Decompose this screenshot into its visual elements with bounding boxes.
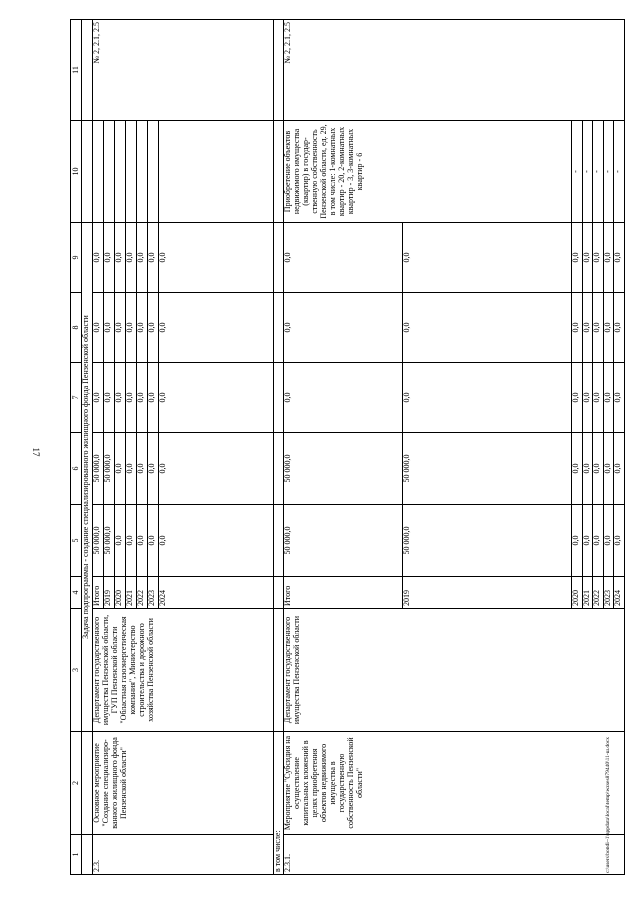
header-cell: 3 (71, 609, 82, 732)
value-cell: 0,0 (614, 223, 625, 293)
value-cell: 50 000,0 (93, 433, 104, 505)
indicator-cell: - (603, 121, 614, 223)
value-cell: 0,0 (582, 293, 593, 363)
including-row (274, 20, 284, 875)
header-cell: 2 (71, 732, 82, 835)
value-cell: 0,0 (614, 433, 625, 505)
value-cell: 0,0 (593, 433, 604, 505)
year-cell: Итого (284, 577, 403, 609)
indicator-cell (147, 121, 158, 223)
item-executor: Департамент государственного имущества Пензенской области (284, 609, 625, 732)
value-cell: 0,0 (136, 433, 147, 505)
item-name: Основное мероприятие "Создание специализиро-ванного жилищного фонда Пензенской области" (93, 732, 274, 835)
indicator-cell (93, 121, 104, 223)
value-cell: 0,0 (103, 293, 114, 363)
year-cell: 2020 (572, 577, 583, 609)
value-cell: 0,0 (93, 223, 104, 293)
value-cell: 0,0 (147, 223, 158, 293)
item-number: 2.3. (93, 835, 274, 875)
value-cell: 0,0 (593, 363, 604, 433)
program-table (70, 19, 625, 875)
year-cell: Итого (93, 577, 104, 609)
value-cell: 0,0 (114, 505, 125, 577)
header-cell: 6 (71, 433, 82, 505)
value-cell: 0,0 (125, 433, 136, 505)
value-cell: 0,0 (136, 293, 147, 363)
value-cell: 0,0 (147, 505, 158, 577)
value-cell: 0,0 (125, 505, 136, 577)
indicator-cell (136, 121, 147, 223)
value-cell: 0,0 (114, 293, 125, 363)
value-cell: 0,0 (614, 293, 625, 363)
value-cell: 50 000,0 (103, 505, 114, 577)
value-cell: 50 000,0 (403, 505, 572, 577)
indicator-cell: - (582, 121, 593, 223)
header-cell: 5 (71, 505, 82, 577)
year-cell: 2024 (614, 577, 625, 609)
header-row (71, 20, 82, 875)
year-cell: 2022 (136, 577, 147, 609)
value-cell: 0,0 (603, 293, 614, 363)
year-cell: 2021 (125, 577, 136, 609)
value-cell: 0,0 (93, 363, 104, 433)
value-cell: 0,0 (593, 505, 604, 577)
header-cell: 8 (71, 293, 82, 363)
item-indicator: Приобретение объектов недвижимого имущества (квартир) в государ-ственную собственность Пензенской области, ед. 29, в том числе: 1-комнатных квартир - 20, 2-комнатных квартир - 3, 3-комнатных квартир - 6 (284, 121, 572, 223)
year-cell: 2023 (603, 577, 614, 609)
value-cell: 0,0 (93, 293, 104, 363)
header-cell: 1 (71, 835, 82, 875)
value-cell: 50 000,0 (103, 433, 114, 505)
value-cell: 0,0 (614, 363, 625, 433)
value-cell: 0,0 (403, 363, 572, 433)
value-cell: 0,0 (147, 363, 158, 433)
indicator-cell: - (593, 121, 604, 223)
value-cell: 0,0 (572, 293, 583, 363)
value-cell: 0,0 (614, 505, 625, 577)
value-cell: 0,0 (603, 433, 614, 505)
value-cell: 0,0 (593, 223, 604, 293)
value-cell: 0,0 (403, 223, 572, 293)
year-cell: 2020 (114, 577, 125, 609)
task-title-row (82, 20, 93, 875)
value-cell: 0,0 (603, 223, 614, 293)
value-cell: 0,0 (158, 363, 273, 433)
indicator-cell (103, 121, 114, 223)
page-number: 17 (31, 447, 41, 457)
value-cell: 0,0 (284, 293, 403, 363)
value-cell: 0,0 (284, 363, 403, 433)
table-row (93, 20, 104, 875)
including-label: в том числе: (274, 732, 284, 875)
item-name: Мероприятие "Субсидия на осуществление капитальных вложений в целях приобретения объектов недвижимого имущества в государственную собственность Пензенской области" (284, 732, 625, 835)
value-cell: 0,0 (572, 505, 583, 577)
indicator-cell: - (614, 121, 625, 223)
item-number: 2.3.1. (284, 835, 625, 875)
value-cell: 50 000,0 (284, 505, 403, 577)
value-cell: 0,0 (136, 223, 147, 293)
value-cell: 0,0 (125, 363, 136, 433)
value-cell: 50 000,0 (93, 505, 104, 577)
header-cell: 4 (71, 577, 82, 609)
year-cell: 2024 (158, 577, 273, 609)
value-cell: 0,0 (114, 433, 125, 505)
value-cell: 0,0 (572, 433, 583, 505)
value-cell: 0,0 (114, 363, 125, 433)
indicator-cell: - (572, 121, 583, 223)
value-cell: 0,0 (284, 223, 403, 293)
value-cell: 0,0 (147, 433, 158, 505)
header-cell: 11 (71, 20, 82, 121)
value-cell: 0,0 (136, 505, 147, 577)
value-cell: 0,0 (158, 223, 273, 293)
value-cell: 0,0 (603, 363, 614, 433)
value-cell: 50 000,0 (403, 433, 572, 505)
item-reference: № 2, 2.1, 2.5 (284, 20, 625, 121)
header-cell: 10 (71, 121, 82, 223)
value-cell: 0,0 (603, 505, 614, 577)
year-cell: 2021 (582, 577, 593, 609)
table-row (284, 20, 403, 875)
value-cell: 0,0 (125, 293, 136, 363)
value-cell: 0,0 (136, 363, 147, 433)
footer-file-path: c:\users\bondi~1\appdata\local\temp\wzses879440\11-ш.docx (605, 736, 611, 874)
value-cell: 0,0 (582, 433, 593, 505)
year-cell: 2019 (403, 577, 572, 609)
value-cell: 0,0 (572, 363, 583, 433)
indicator-cell (158, 121, 273, 223)
value-cell: 0,0 (593, 293, 604, 363)
value-cell: 0,0 (114, 223, 125, 293)
header-cell: 7 (71, 363, 82, 433)
year-cell: 2022 (593, 577, 604, 609)
item-reference: № 2, 2.1, 2.5 (93, 20, 274, 121)
year-cell: 2019 (103, 577, 114, 609)
value-cell: 0,0 (572, 223, 583, 293)
indicator-cell (125, 121, 136, 223)
value-cell: 0,0 (125, 223, 136, 293)
indicator-cell (114, 121, 125, 223)
item-executor: Департамент государственного имущества Пензенской области, ГУП Пензенской области "Областная газоэнергетическая компания", Министерство строительства и дорожного хозяйства Пензенской области (93, 609, 274, 732)
year-cell: 2023 (147, 577, 158, 609)
value-cell: 0,0 (103, 363, 114, 433)
value-cell: 0,0 (582, 505, 593, 577)
header-cell: 9 (71, 223, 82, 293)
value-cell: 0,0 (158, 293, 273, 363)
value-cell: 50 000,0 (284, 433, 403, 505)
value-cell: 0,0 (582, 363, 593, 433)
value-cell: 0,0 (158, 433, 273, 505)
value-cell: 0,0 (582, 223, 593, 293)
value-cell: 0,0 (158, 505, 273, 577)
task-title: Задача подпрограммы - создание специализированного жилищного фонда Пензенской области (82, 223, 93, 732)
value-cell: 0,0 (147, 293, 158, 363)
value-cell: 0,0 (103, 223, 114, 293)
value-cell: 0,0 (403, 293, 572, 363)
